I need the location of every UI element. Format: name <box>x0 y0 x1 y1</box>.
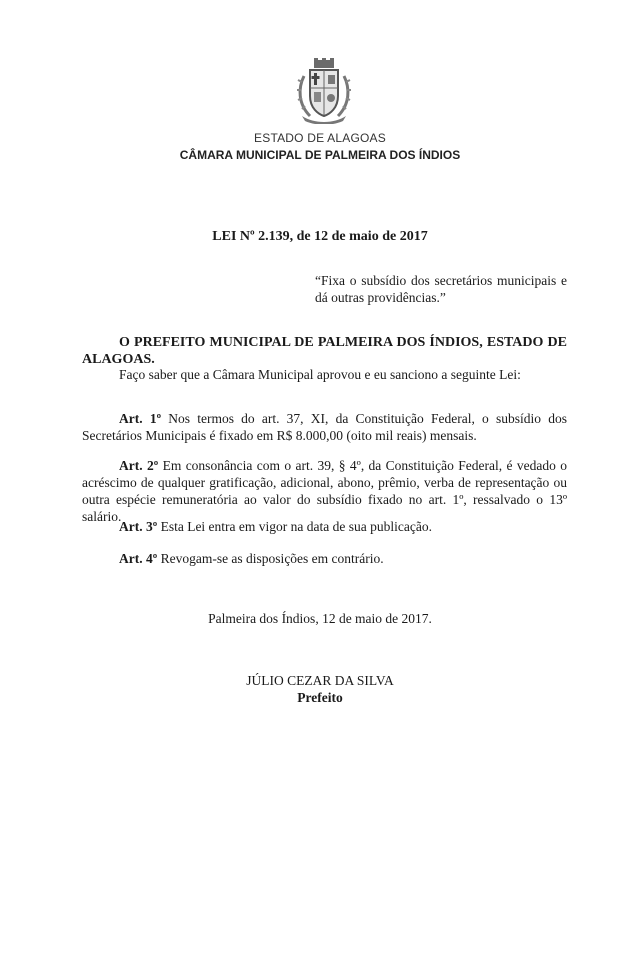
article-label: Art. 4º <box>119 551 158 566</box>
article-text: Revogam-se as disposições em contrário. <box>157 551 384 566</box>
mayor-heading: O PREFEITO MUNICIPAL DE PALMEIRA DOS ÍNDIOS, ESTADO DE ALAGOAS. <box>82 335 567 367</box>
state-name: ESTADO DE ALAGOAS <box>254 131 386 145</box>
place-and-date: Palmeira dos Índios, 12 de maio de 2017. <box>208 611 432 626</box>
article-label: Art. 2º <box>119 458 159 473</box>
law-title: LEI Nº 2.139, de 12 de maio de 2017 <box>212 229 428 244</box>
article-text: Esta Lei entra em vigor na data de sua publicação. <box>157 519 432 534</box>
article-label: Art. 3º <box>119 519 158 534</box>
article-text: Nos termos do art. 37, XI, da Constituição Federal, o subsídio dos Secretários Municipais é fixado em R$ 8.000,00 (oito mil reais) mensais. <box>82 411 567 443</box>
signer-role: Prefeito <box>297 690 343 705</box>
chamber-name: CÂMARA MUNICIPAL DE PALMEIRA DOS ÍNDIOS <box>179 148 461 162</box>
article-4 <box>82 550 567 567</box>
signer-name: JÚLIO CEZAR DA SILVA <box>246 673 394 688</box>
sanction-text: Faço saber que a Câmara Municipal aprovou e eu sanciono a seguinte Lei: <box>119 367 521 382</box>
article-text: Em consonância com o art. 39, § 4º, da Constituição Federal, é vedado o acréscimo de qualquer gratificação, adicional, abono, prêmio, verba de representação ou outra espécie remuneratória ao valor do subsídio fixado no art. 1º, ressalvado o 13º salário. <box>82 458 567 524</box>
article-3 <box>82 518 567 535</box>
article-label: Art. 1º <box>119 411 162 426</box>
coat-of-arms-icon <box>296 58 352 124</box>
article-2 <box>82 457 567 525</box>
law-ementa: “Fixa o subsídio dos secretários municipais e dá outras providências.” <box>315 273 567 305</box>
article-1 <box>82 410 567 444</box>
